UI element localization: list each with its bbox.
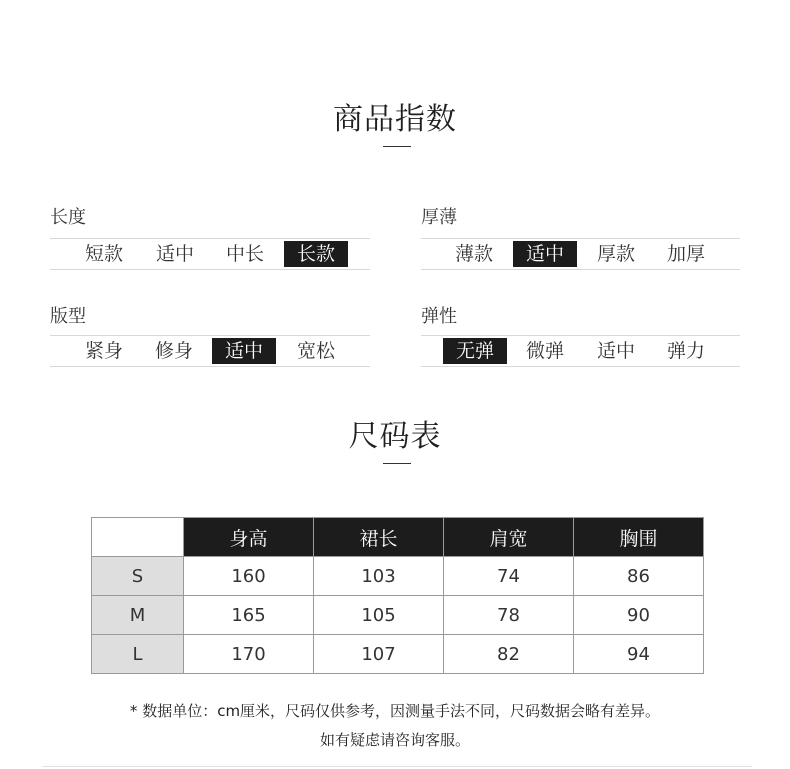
size-chart-title: 尺码表 <box>348 419 442 454</box>
attr-option-selected: 长款 <box>284 241 348 267</box>
attr-row-length <box>50 238 370 270</box>
measurement-note: * 数据单位：cm厘米，尺码仅供参考，因测量手法不同，尺码数据会略有差异。 <box>129 702 661 720</box>
attr-option: 宽松 <box>296 340 335 362</box>
table-cell: 165 <box>184 596 314 635</box>
title-divider <box>383 146 411 147</box>
title-divider <box>383 463 411 464</box>
attr-row-fit <box>50 335 370 367</box>
attr-option: 加厚 <box>666 243 705 265</box>
attr-option: 紧身 <box>84 340 123 362</box>
attr-option: 短款 <box>84 243 123 265</box>
attr-label-fit: 版型 <box>50 306 86 327</box>
column-header: 身高 <box>184 518 314 557</box>
attr-option-selected: 适中 <box>212 338 276 364</box>
attr-label-elasticity: 弹性 <box>421 306 457 327</box>
product-index-title: 商品指数 <box>333 102 457 137</box>
attr-option: 中长 <box>225 243 264 265</box>
size-label: S <box>92 557 184 596</box>
table-cell: 90 <box>574 596 704 635</box>
attr-option-selected: 无弹 <box>443 338 507 364</box>
table-cell: 170 <box>184 635 314 674</box>
bottom-divider <box>42 766 752 767</box>
contact-note: 如有疑虑请咨询客服。 <box>319 731 470 749</box>
table-corner-cell <box>92 518 184 557</box>
attr-row-elasticity <box>421 335 740 367</box>
table-cell: 78 <box>444 596 574 635</box>
attr-option: 适中 <box>155 243 194 265</box>
column-header: 肩宽 <box>444 518 574 557</box>
attr-option: 适中 <box>596 340 635 362</box>
table-row <box>92 557 704 596</box>
attr-label-length: 长度 <box>50 207 86 228</box>
attr-option: 弹力 <box>666 340 705 362</box>
table-row <box>92 635 704 674</box>
attr-option: 修身 <box>154 340 193 362</box>
attr-row-thickness <box>421 238 740 270</box>
table-cell: 82 <box>444 635 574 674</box>
column-header: 胸围 <box>574 518 704 557</box>
size-table <box>91 517 704 674</box>
table-cell: 94 <box>574 635 704 674</box>
table-cell: 107 <box>314 635 444 674</box>
attr-option-selected: 适中 <box>513 241 577 267</box>
table-cell: 86 <box>574 557 704 596</box>
column-header: 裙长 <box>314 518 444 557</box>
attr-option: 厚款 <box>596 243 635 265</box>
table-row <box>92 596 704 635</box>
table-header-row <box>92 518 704 557</box>
size-label: L <box>92 635 184 674</box>
size-label: M <box>92 596 184 635</box>
table-cell: 103 <box>314 557 444 596</box>
attr-label-thickness: 厚薄 <box>421 207 457 228</box>
attr-option: 薄款 <box>454 243 493 265</box>
table-cell: 105 <box>314 596 444 635</box>
attr-option: 微弹 <box>525 340 564 362</box>
table-cell: 74 <box>444 557 574 596</box>
table-cell: 160 <box>184 557 314 596</box>
